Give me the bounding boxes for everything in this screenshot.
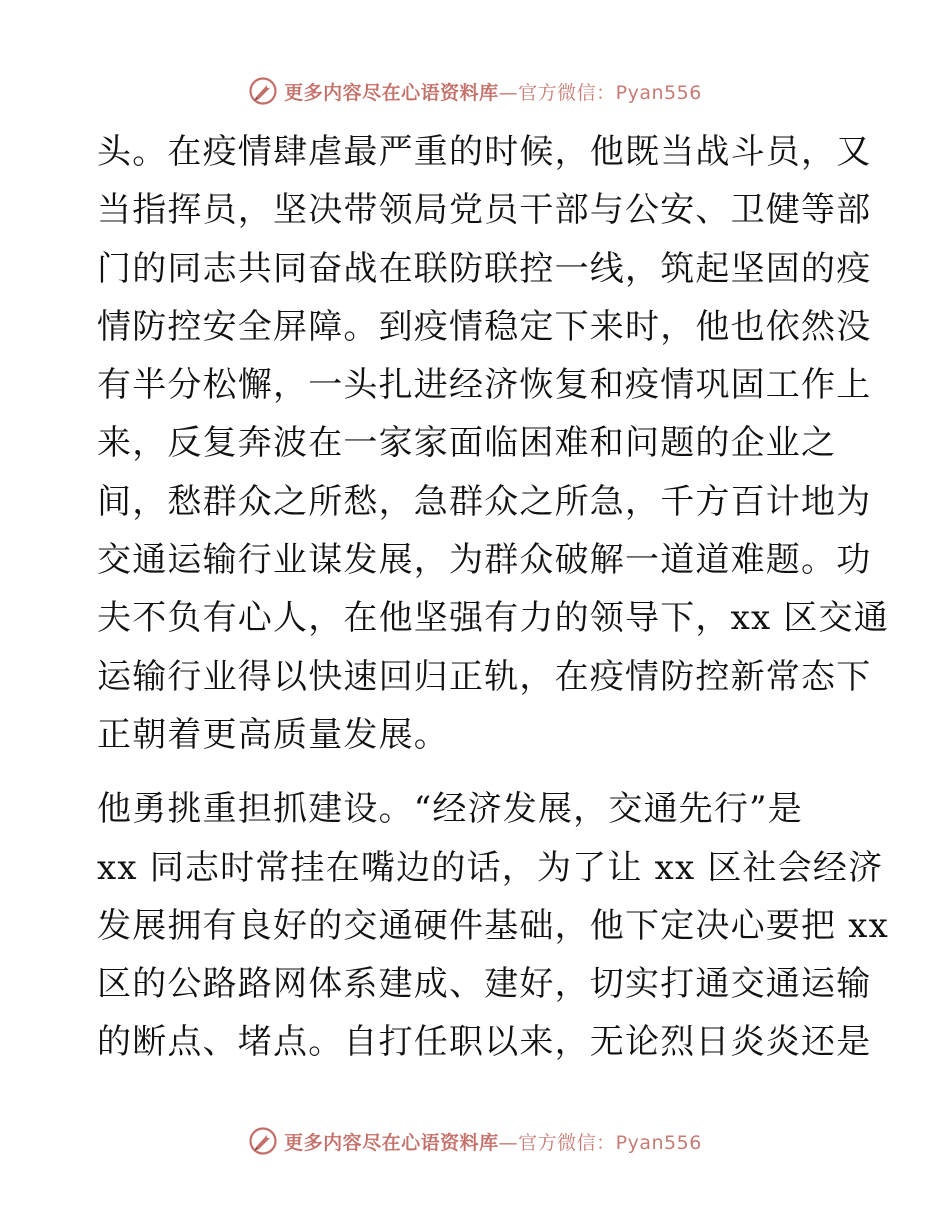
watermark-contact: 官方微信：Pyan556 (518, 81, 702, 104)
text-line: 来，反复奔波在一家家面临困难和问题的企业之 (97, 423, 837, 464)
watermark-contact: 官方微信：Pyan556 (518, 1131, 702, 1154)
text-line: 正朝着更高质量发展。 (97, 714, 449, 755)
text-line: 交通运输行业谋发展，为群众破解一道道难题。功 (97, 540, 872, 581)
watermark-separator: — (498, 81, 519, 104)
paragraph-gap (97, 764, 859, 780)
watermark-brand: 更多内容尽在心语资料库 (284, 1131, 499, 1154)
text-line: 情防控安全屏障。到疫情稳定下来时，他也依然没 (97, 306, 872, 347)
text-line: 当指挥员，坚决带领局党员干部与公安、卫健等部 (97, 190, 872, 231)
watermark-text (284, 1128, 702, 1155)
pen-circle-logo-icon (248, 1126, 278, 1156)
paragraph (97, 780, 889, 1071)
watermark-text (284, 78, 702, 105)
text-line: 头。在疫情肆虐最严重的时候，他既当战斗员，又 (97, 132, 872, 172)
text-line: 区的公路路网体系建成、建好，切实打通交通运输 (97, 964, 872, 1005)
text-line: 间，愁群众之所愁，急群众之所急，千方百计地为 (97, 481, 872, 522)
paragraph (97, 123, 889, 764)
text-line: 门的同志共同奋战在联防联控一线，筑起坚固的疫 (97, 248, 872, 289)
text-line: 的断点、堵点。自打任职以来，无论烈日炎炎还是 (97, 1022, 872, 1063)
text-line: 他勇挑重担抓建设。“经济发展，交通先行”是 (97, 789, 803, 830)
text-line: 夫不负有心人，在他坚强有力的领导下，xx 区交通 (97, 598, 889, 639)
document-body (97, 123, 889, 1072)
text-line: 运输行业得以快速回归正轨，在疫情防控新常态下 (97, 656, 872, 697)
text-line: 有半分松懈，一头扎进经济恢复和疫情巩固工作上 (97, 365, 872, 406)
pen-circle-logo-icon (248, 76, 278, 106)
text-line: 发展拥有良好的交通硬件基础，他下定决心要把 xx (97, 905, 889, 946)
watermark-brand: 更多内容尽在心语资料库 (284, 81, 499, 104)
header-watermark (0, 74, 950, 108)
footer-watermark (0, 1124, 950, 1158)
text-line: xx 同志时常挂在嘴边的话，为了让 xx 区社会经济 (97, 847, 884, 888)
watermark-separator: — (498, 1131, 519, 1154)
